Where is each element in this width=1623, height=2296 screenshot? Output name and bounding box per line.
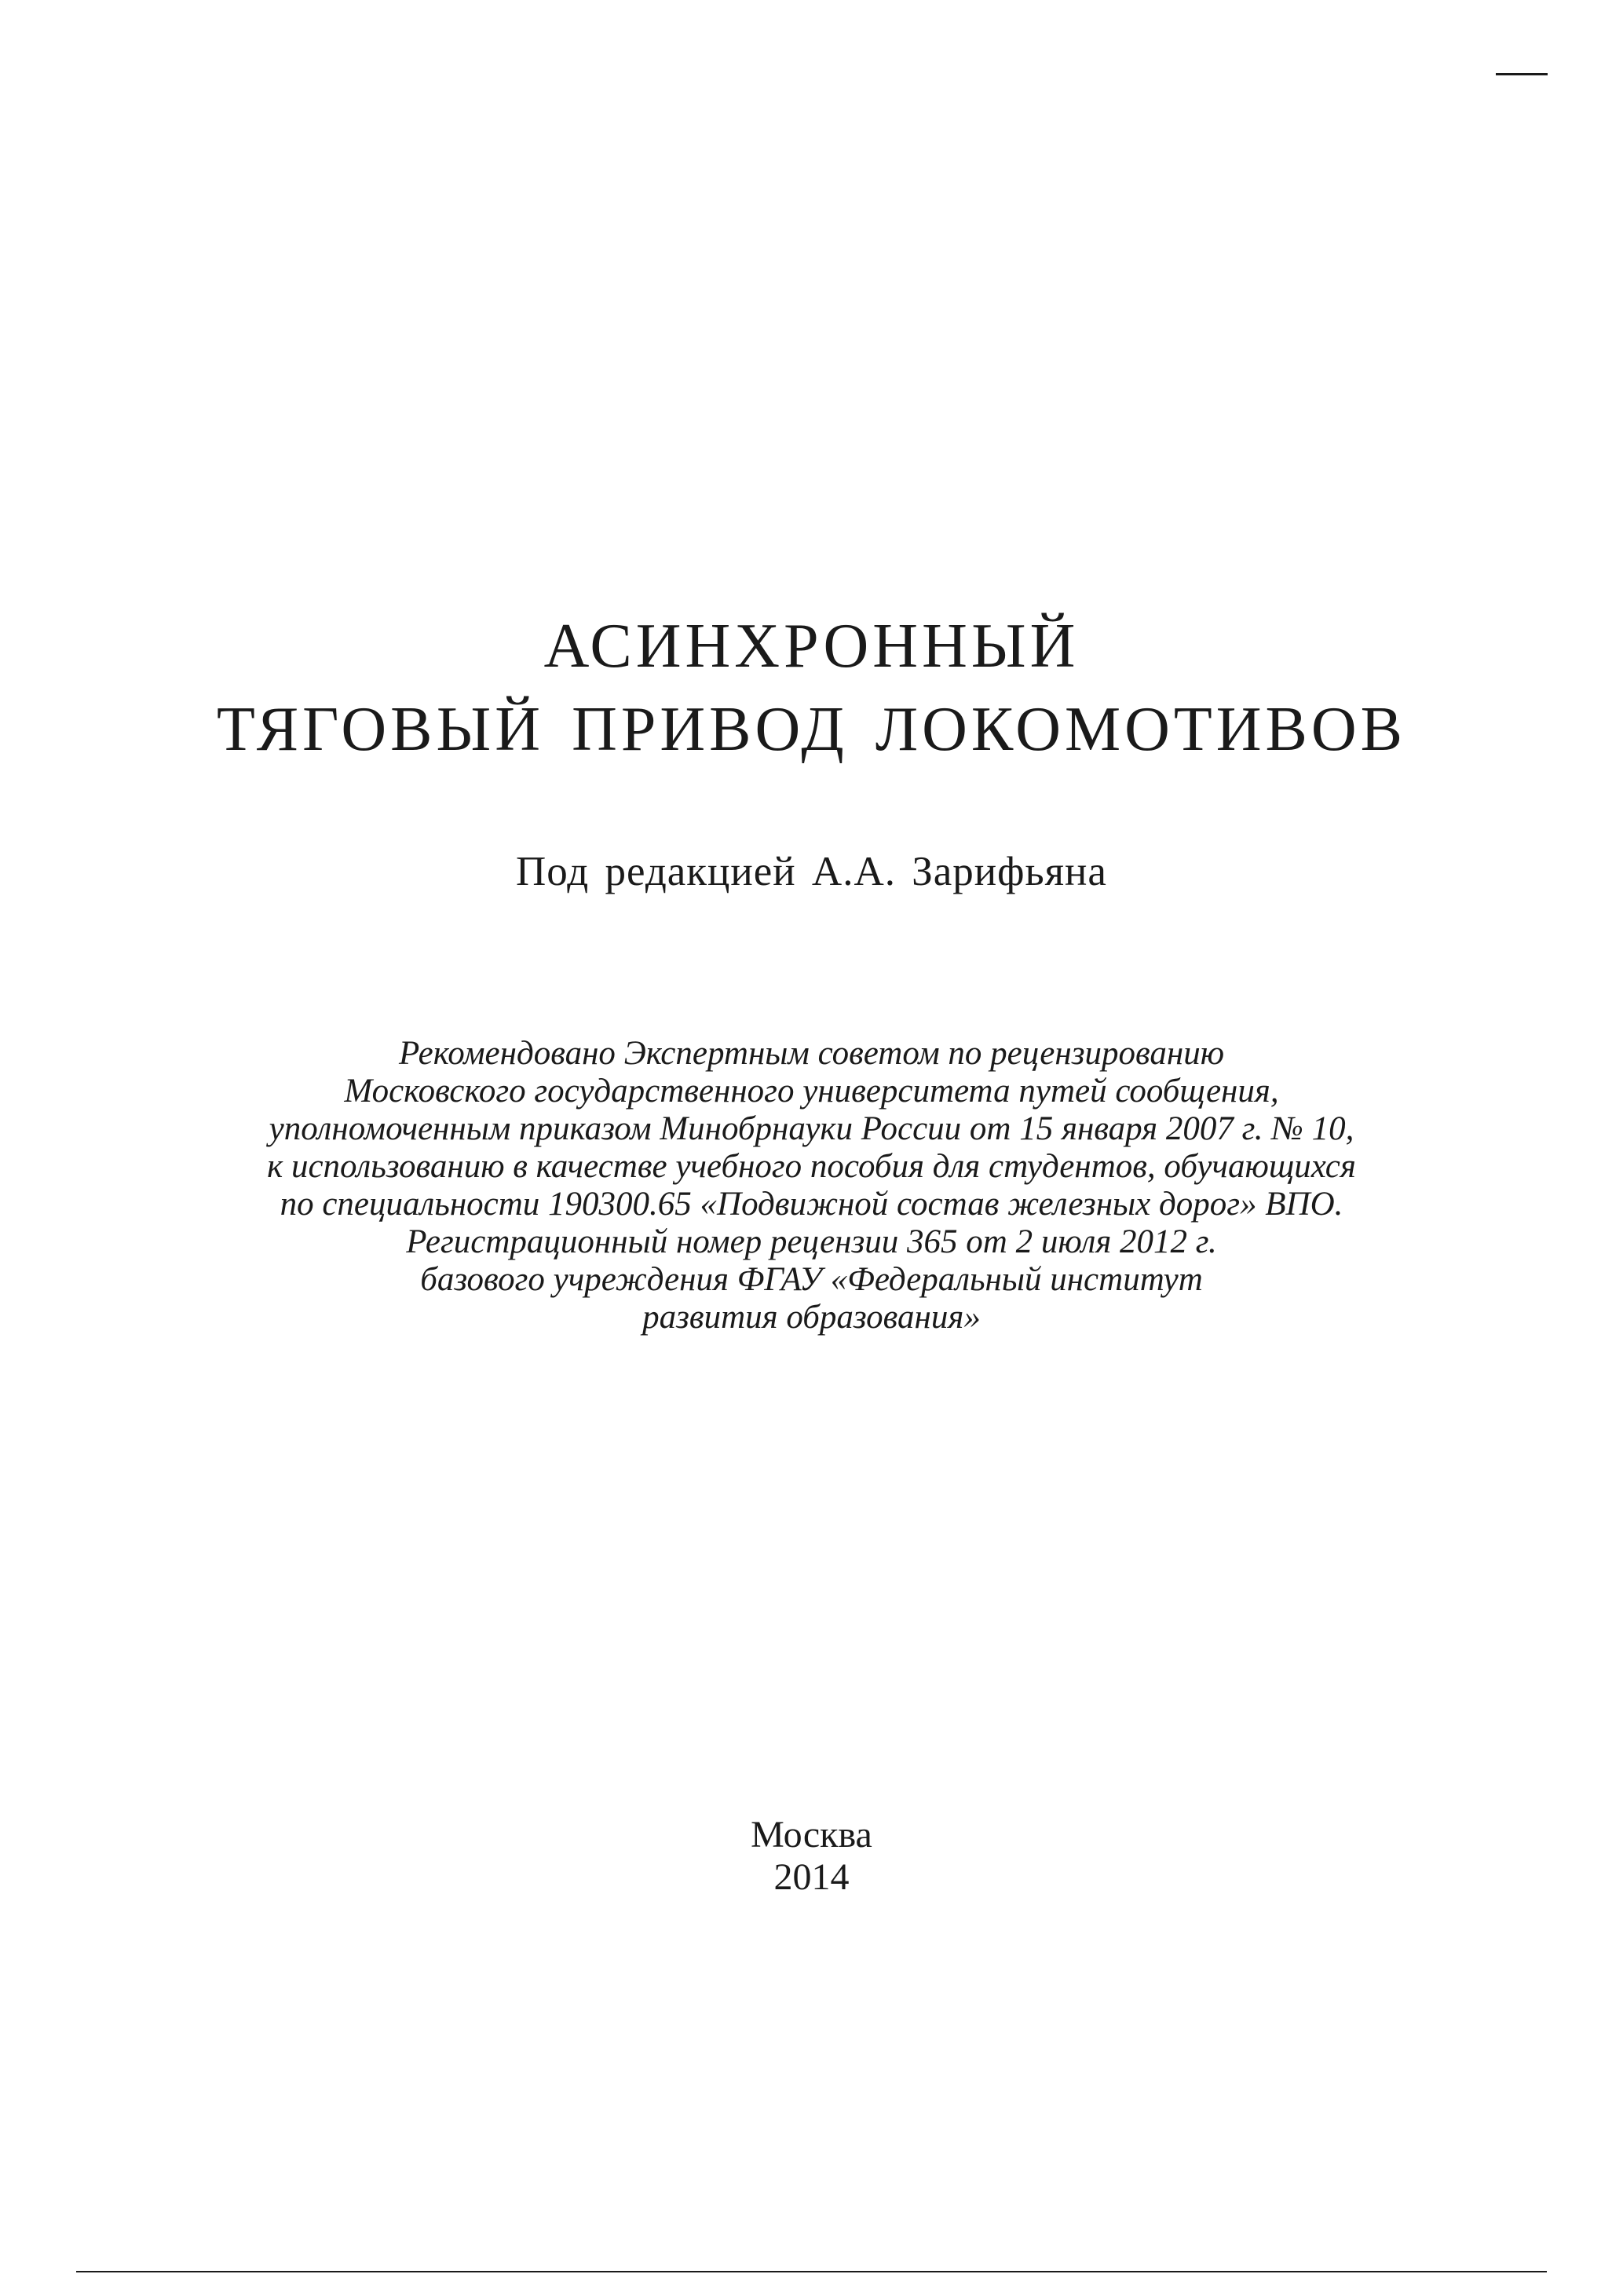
recommendation-line: базового учреждения ФГАУ «Федеральный институт: [420, 1261, 1203, 1298]
recommendation-line: по специальности 190300.65 «Подвижной состав железных дорог» ВПО.: [280, 1186, 1343, 1223]
title-line-2: ТЯГОВЫЙ ПРИВОД ЛОКОМОТИВОВ: [216, 695, 1407, 764]
recommendation-line: уполномоченным приказом Минобрнауки России от 15 января 2007 г. № 10,: [269, 1110, 1354, 1147]
recommendation-line: к использованию в качестве учебного пособия для студентов, обучающихся: [267, 1148, 1356, 1185]
imprint-year: 2014: [773, 1856, 850, 1898]
recommendation-line: Московского государственного университета путей сообщения,: [344, 1073, 1279, 1110]
title-line-1: АСИНХРОННЫЙ: [543, 612, 1080, 681]
book-title: [0, 605, 1623, 771]
recommendation-line: развития образования»: [642, 1299, 981, 1336]
imprint: [0, 1814, 1623, 1899]
recommendation-line: Рекомендовано Экспертным советом по рецензированию: [398, 1035, 1225, 1072]
recommendation-line: Регистрационный номер рецензии 365 от 2 июля 2012 г.: [406, 1223, 1217, 1260]
corner-rule-mark: [1496, 73, 1548, 75]
footer-rule: [76, 2271, 1547, 2272]
editor-credit: Под редакцией А.А. Зарифьяна: [516, 849, 1107, 894]
recommendation-note: [0, 1035, 1623, 1336]
imprint-city: Москва: [751, 1814, 872, 1855]
